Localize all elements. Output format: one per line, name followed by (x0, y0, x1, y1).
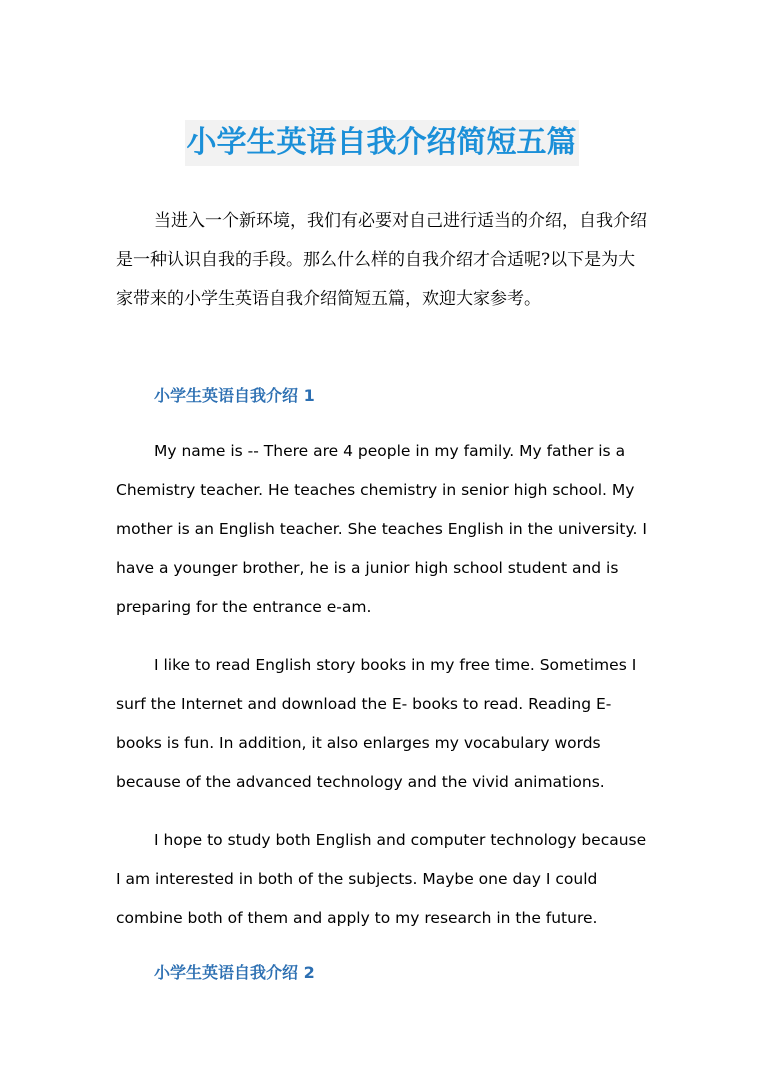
page-title: 小学生英语自我介绍简短五篇 (185, 120, 579, 166)
intro-paragraph: 当进入一个新环境，我们有必要对自己进行适当的介绍，自我介绍是一种认识自我的手段。那么什么样的自我介绍才合适呢?以下是为大家带来的小学生英语自我介绍简短五篇，欢迎大家参考。 (116, 211, 647, 309)
section-1-paragraph-1: My name is -- There are 4 people in my family. My father is a Chemistry teacher. He teaches chemistry in senior high school. My mother is an English teacher. She teaches English in the university. I have a younger brother, he is a junior high school student and is preparing for the entrance e-am. (116, 442, 647, 616)
section-heading-2: 小学生英语自我介绍 2 (154, 963, 315, 982)
title-container (0, 100, 763, 186)
section-1-paragraph-3: I hope to study both English and computer technology because I am interested in both of the subjects. Maybe one day I could combine both of them and apply to my research in the future. (116, 831, 647, 927)
section-1-paragraph-2: I like to read English story books in my free time. Sometimes I surf the Internet and download the E- books to read. Reading E-books is fun. In addition, it also enlarges my vocabulary words because of the advanced technology and the vivid animations. (116, 656, 637, 791)
section-heading-1: 小学生英语自我介绍 1 (154, 386, 315, 405)
